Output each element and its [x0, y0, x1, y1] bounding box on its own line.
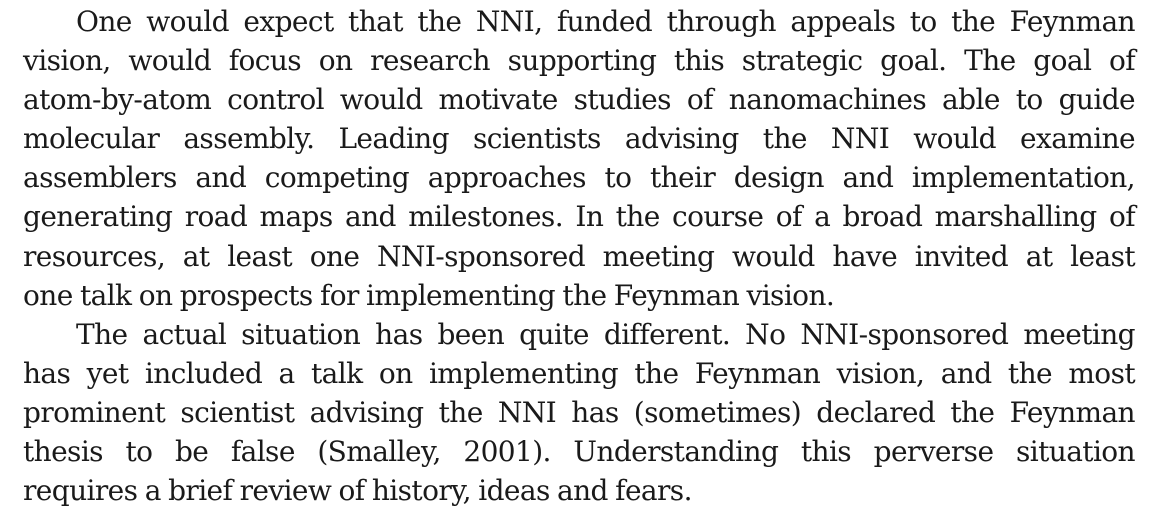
text-line: has yet included a talk on implementing the Feynman vision, and the most: [23, 356, 1135, 390]
text-line: one talk on prospects for implementing the Feynman vision.: [23, 278, 835, 312]
text-line: generating road maps and milestones. In the course of a broad marshalling of: [23, 200, 1135, 234]
text-line: atom-by-atom control would motivate studies of nanomachines able to guide: [23, 83, 1135, 117]
paragraph-1: [23, 2, 1135, 315]
text-line: molecular assembly. Leading scientists advising the NNI would examine: [23, 122, 1135, 156]
text-line: resources, at least one NNI-sponsored meeting would have invited at least: [23, 239, 1135, 273]
text-line: requires a brief review of history, ideas and fears.: [23, 474, 692, 508]
text-line: prominent scientist advising the NNI has (sometimes) declared the Feynman: [23, 395, 1135, 429]
text-line: thesis to be false (Smalley, 2001). Understanding this perverse situation: [23, 435, 1135, 469]
text-line: One would expect that the NNI, funded through appeals to the Feynman: [76, 5, 1135, 38]
text-line: vision, would focus on research supporting this strategic goal. The goal of: [23, 44, 1135, 78]
text-line: assemblers and competing approaches to their design and implementation,: [23, 161, 1135, 195]
text-line: The actual situation has been quite different. No NNI-sponsored meeting: [76, 317, 1135, 351]
document-page: [23, 2, 1135, 510]
paragraph-2: [23, 315, 1135, 510]
